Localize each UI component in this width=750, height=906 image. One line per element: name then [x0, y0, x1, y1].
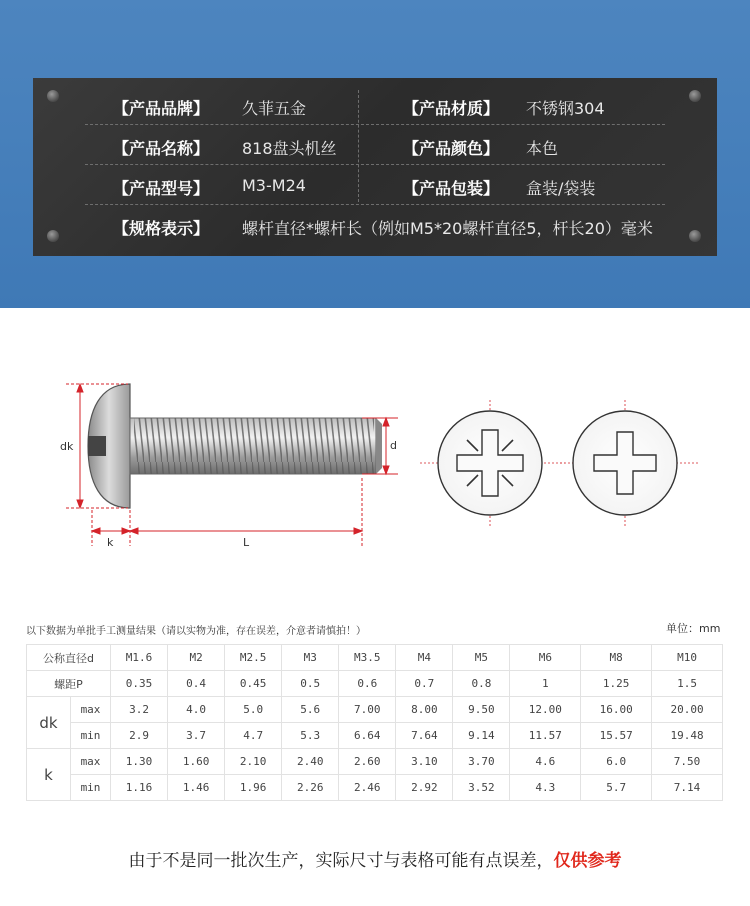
- package-value: 盒装/袋装: [526, 179, 596, 198]
- size-cell: M4: [396, 645, 453, 671]
- info-row-model: [85, 167, 665, 205]
- dk-min-cell: 15.57: [581, 723, 652, 749]
- dk-max-cell: 5.0: [225, 697, 282, 723]
- k-dimension-label: k: [107, 536, 114, 549]
- dk-max-cell: 3.2: [111, 697, 168, 723]
- k-max-cell: 3.10: [396, 749, 453, 775]
- pitch-cell: 1.25: [581, 671, 652, 697]
- k-min-cell: 1.96: [225, 775, 282, 801]
- dk-max-cell: 12.00: [510, 697, 581, 723]
- rivet-icon: [689, 90, 701, 102]
- table-row: [27, 749, 723, 775]
- spec-value: 螺杆直径*螺杆长（例如M5*20螺杆直径5，杆长20）毫米: [242, 219, 653, 238]
- phillips-head-view: [560, 400, 700, 526]
- k-label: k: [27, 749, 71, 801]
- k-min-cell: 4.3: [510, 775, 581, 801]
- table-row: [27, 723, 723, 749]
- dk-min-cell: 7.64: [396, 723, 453, 749]
- k-max-cell: 2.60: [339, 749, 396, 775]
- disclaimer-footer: [0, 846, 750, 871]
- dk-min-cell: 6.64: [339, 723, 396, 749]
- measurement-note: 以下数据为单批手工测量结果（请以实物为准，存在误差，介意者请慎拍！）: [26, 626, 366, 637]
- screw-side-view: [88, 384, 382, 508]
- pitch-cell: 0.8: [453, 671, 510, 697]
- info-row-name: [85, 127, 665, 165]
- dk-max-cell: 8.00: [396, 697, 453, 723]
- dk-min-cell: 2.9: [111, 723, 168, 749]
- max-label: max: [71, 697, 111, 723]
- k-min-cell: 1.46: [168, 775, 225, 801]
- pitch-cell: 1: [510, 671, 581, 697]
- size-cell: M10: [652, 645, 723, 671]
- pitch-cell: 0.35: [111, 671, 168, 697]
- k-max-cell: 3.70: [453, 749, 510, 775]
- color-value: 本色: [526, 139, 559, 158]
- size-cell: M8: [581, 645, 652, 671]
- k-min-cell: 5.7: [581, 775, 652, 801]
- dk-max-cell: 20.00: [652, 697, 723, 723]
- screw-dimension-diagram: [0, 350, 750, 550]
- table-row: [27, 645, 723, 671]
- spec-label: 【规格表示】: [113, 219, 210, 238]
- k-min-cell: 3.52: [453, 775, 510, 801]
- k-max-cell: 7.50: [652, 749, 723, 775]
- d-dimension-label: d: [390, 439, 397, 452]
- unit-label: 单位：mm: [666, 622, 721, 635]
- pitch-cell: 1.5: [652, 671, 723, 697]
- size-cell: M1.6: [111, 645, 168, 671]
- k-max-cell: 4.6: [510, 749, 581, 775]
- brand-value: 久菲五金: [242, 99, 307, 118]
- min-label: min: [71, 723, 111, 749]
- k-max-cell: 1.30: [111, 749, 168, 775]
- pitch-cell: 0.5: [282, 671, 339, 697]
- size-cell: M5: [453, 645, 510, 671]
- size-cell: M6: [510, 645, 581, 671]
- pitch-label: 螺距P: [27, 671, 111, 697]
- rivet-icon: [47, 230, 59, 242]
- rivet-icon: [689, 230, 701, 242]
- dk-min-cell: 9.14: [453, 723, 510, 749]
- dk-label: dk: [27, 697, 71, 749]
- min-label: min: [71, 775, 111, 801]
- dk-max-cell: 9.50: [453, 697, 510, 723]
- material-value: 不锈钢304: [526, 99, 605, 118]
- dk-min-cell: 5.3: [282, 723, 339, 749]
- package-label: 【产品包装】: [403, 179, 500, 198]
- pitch-cell: 0.7: [396, 671, 453, 697]
- k-min-cell: 7.14: [652, 775, 723, 801]
- dk-min-cell: 19.48: [652, 723, 723, 749]
- k-max-cell: 2.10: [225, 749, 282, 775]
- max-label: max: [71, 749, 111, 775]
- pozidriv-head-view: [420, 400, 565, 526]
- k-min-cell: 2.92: [396, 775, 453, 801]
- table-row: [27, 671, 723, 697]
- column-divider: [358, 90, 359, 202]
- model-label: 【产品型号】: [113, 179, 210, 198]
- pitch-cell: 0.4: [168, 671, 225, 697]
- size-cell: M3: [282, 645, 339, 671]
- info-row-spec: [85, 207, 665, 245]
- color-label: 【产品颜色】: [403, 139, 500, 158]
- table-row: [27, 775, 723, 801]
- dk-max-cell: 4.0: [168, 697, 225, 723]
- L-dimension-label: L: [243, 536, 250, 549]
- size-cell: M2: [168, 645, 225, 671]
- dk-dimension-label: dk: [60, 440, 74, 453]
- k-max-cell: 2.40: [282, 749, 339, 775]
- header-label: 公称直径d: [27, 645, 111, 671]
- k-min-cell: 1.16: [111, 775, 168, 801]
- rivet-icon: [47, 90, 59, 102]
- spec-table: [26, 644, 723, 801]
- size-cell: M2.5: [225, 645, 282, 671]
- name-value: 818盘头机丝: [242, 139, 337, 158]
- pitch-cell: 0.6: [339, 671, 396, 697]
- dk-max-cell: 5.6: [282, 697, 339, 723]
- k-min-cell: 2.26: [282, 775, 339, 801]
- dk-max-cell: 16.00: [581, 697, 652, 723]
- dk-min-cell: 11.57: [510, 723, 581, 749]
- dk-min-cell: 4.7: [225, 723, 282, 749]
- disclaimer-highlight: 仅供参考: [553, 851, 622, 871]
- k-min-cell: 2.46: [339, 775, 396, 801]
- model-value: M3-M24: [242, 176, 306, 195]
- material-label: 【产品材质】: [403, 99, 500, 118]
- k-max-cell: 1.60: [168, 749, 225, 775]
- dk-min-cell: 3.7: [168, 723, 225, 749]
- pitch-cell: 0.45: [225, 671, 282, 697]
- table-row: [27, 697, 723, 723]
- k-max-cell: 6.0: [581, 749, 652, 775]
- brand-label: 【产品品牌】: [113, 99, 210, 118]
- name-label: 【产品名称】: [113, 139, 210, 158]
- info-row-brand: [85, 87, 665, 125]
- size-cell: M3.5: [339, 645, 396, 671]
- dk-max-cell: 7.00: [339, 697, 396, 723]
- disclaimer-text: 由于不是同一批次生产，实际尺寸与表格可能有点误差，: [128, 851, 554, 871]
